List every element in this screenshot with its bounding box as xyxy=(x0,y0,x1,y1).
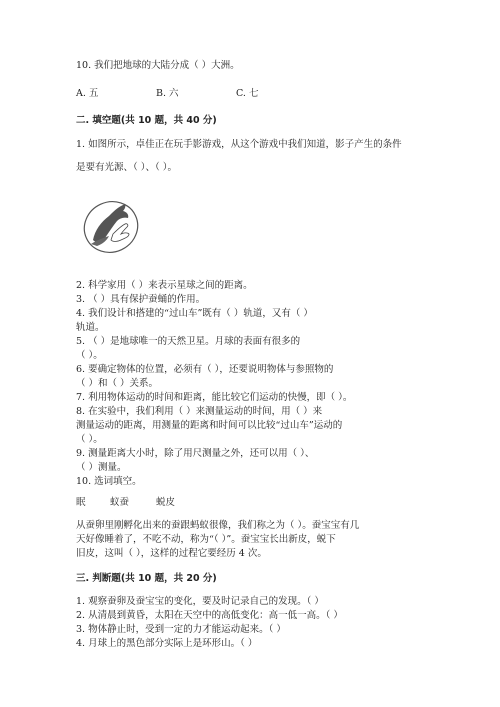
fill-q6-line2: （ ）和（ ）关系。 xyxy=(76,378,159,389)
fill-q10-heading: 10. 选词填空。 xyxy=(76,476,142,487)
fill-q8-line3: （ ）。 xyxy=(76,434,103,445)
fill-q8-line2: 测量运动的距离，用测量的距离和时间可以比较“过山车”运动的 xyxy=(76,420,343,431)
q10-option-c: C. 七 xyxy=(236,88,259,99)
fill-q10-para-line2: 天好像睡着了，不吃不动，称为“（ ）”。蚕宝宝长出新皮，蜕下 xyxy=(76,534,336,545)
fill-q2: 2. 科学家用（ ）来表示星球之间的距离。 xyxy=(76,280,253,291)
fill-q10-para-line1: 从蚕卵里刚孵化出来的蚕跟蚂蚁很像，我们称之为（ ）。蚕宝宝有几 xyxy=(76,520,360,531)
word-bank-item: 蚁蚕 xyxy=(110,497,130,508)
section2-heading: 二. 填空题(共 10 题，共 40 分) xyxy=(76,115,217,126)
q10-question: 10. 我们把地球的大陆分成（ ）大洲。 xyxy=(76,60,240,71)
fill-q8-line1: 8. 在实验中，我们利用（ ）来测量运动的时间，用（ ）来 xyxy=(76,406,323,417)
section3-heading: 三. 判断题(共 10 题，共 20 分) xyxy=(76,573,217,584)
fill-q7: 7. 利用物体运动的时间和距离，能比较它们运动的快慢，即（ ）。 xyxy=(76,392,353,403)
judge-q1: 1. 观察蚕卵及蚕宝宝的变化，要及时记录自己的发现。（ ） xyxy=(76,596,324,607)
word-bank-item: 蜕皮 xyxy=(156,497,176,508)
judge-q2: 2. 从清晨到黄昏，太阳在天空中的高低变化：高一低一高。（ ） xyxy=(76,610,343,621)
judge-q3: 3. 物体静止时，受到一定的力才能运动起来。（ ） xyxy=(76,624,286,635)
fill-q5-line2: （ ）。 xyxy=(76,350,103,361)
fill-q9-line1: 9. 测量距离大小时，除了用尺测量之外，还可以用（ ）、 xyxy=(76,448,315,459)
fill-q1-line2: 是要有光源、（ ）、（ ）。 xyxy=(76,162,178,173)
hand-shadow-illustration xyxy=(79,196,141,256)
fill-q9-line2: （ ）测量。 xyxy=(76,462,127,473)
fill-q6-line1: 6. 要确定物体的位置，必须有（ ），还要说明物体与参照物的 xyxy=(76,364,334,375)
fill-q1-line1: 1. 如图所示，卓佳正在玩手影游戏，从这个游戏中我们知道，影子产生的条件 xyxy=(76,139,402,150)
q10-option-a: A. 五 xyxy=(76,88,99,99)
fill-q3: 3. （ ）具有保护蚕蛹的作用。 xyxy=(76,294,206,305)
fill-q5-line1: 5. （ ）是地球唯一的天然卫星。月球的表面有很多的 xyxy=(76,336,301,347)
judge-q4: 4. 月球上的黑色部分实际上是环形山。（ ） xyxy=(76,638,258,649)
fill-q4-line1: 4. 我们设计和搭建的“过山车”既有（ ）轨道，又有（ ） xyxy=(76,308,313,319)
fill-q10-para-line3: 旧皮，这叫（ ），这样的过程它要经历 4 次。 xyxy=(76,548,267,559)
word-bank-item: 眠 xyxy=(76,497,86,508)
q10-option-b: B. 六 xyxy=(156,88,179,99)
fill-q4-line2: 轨道。 xyxy=(76,322,105,333)
